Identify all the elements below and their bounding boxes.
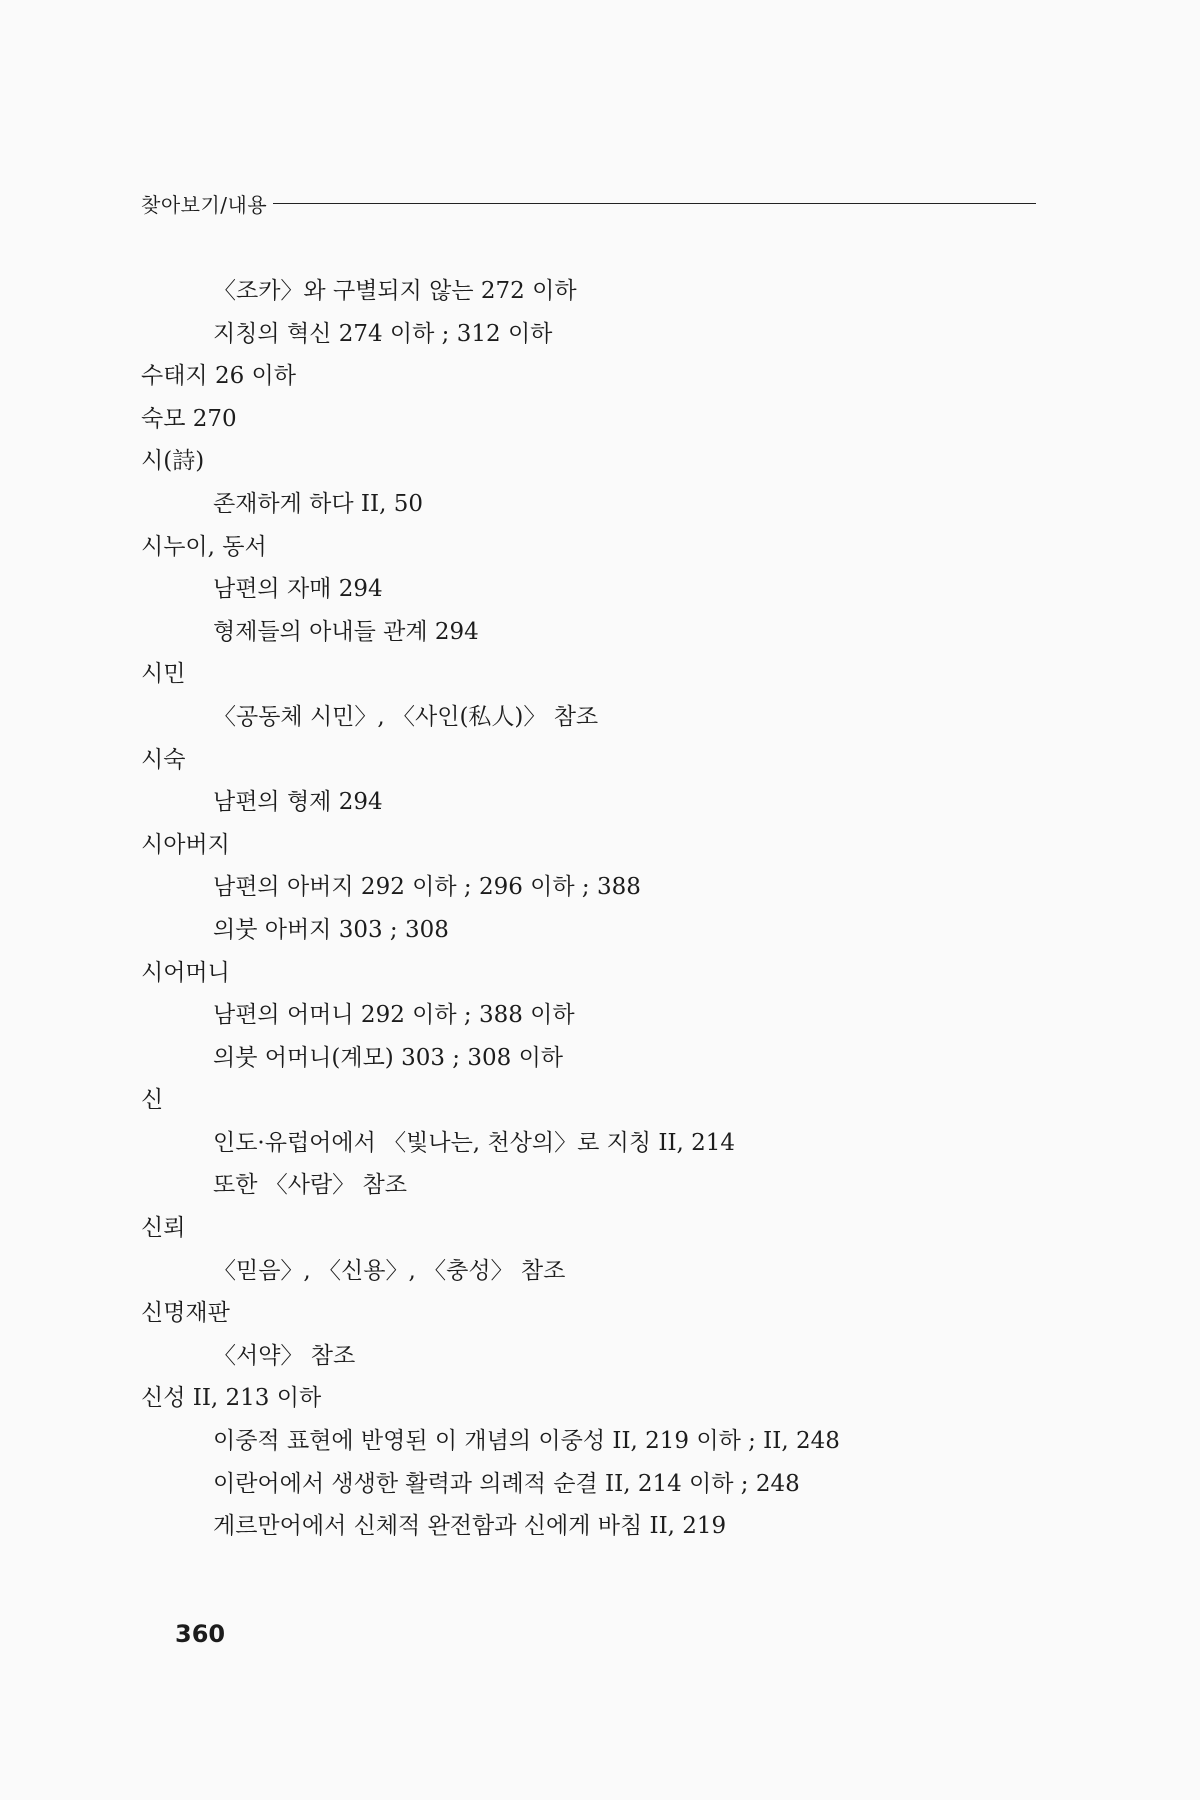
index-subentry: 〈서약〉 참조 xyxy=(213,1342,356,1369)
index-subentry: 게르만어에서 신체적 완전함과 신에게 바침 II, 219 xyxy=(213,1513,727,1540)
index-heading: 신뢰 xyxy=(141,1215,186,1242)
header-rule xyxy=(273,203,1036,204)
index-heading: 시누이, 동서 xyxy=(141,533,267,560)
index-subentry: 의붓 어머니(계모) 303 ; 308 이하 xyxy=(213,1044,564,1071)
page-number: 360 xyxy=(175,1620,226,1648)
index-subentry: 이중적 표현에 반영된 이 개념의 이중성 II, 219 이하 ; II, 248 xyxy=(213,1428,840,1455)
index-subentry: 남편의 아버지 292 이하 ; 296 이하 ; 388 xyxy=(213,874,641,901)
index-entries xyxy=(141,270,1041,1548)
index-subentry: 남편의 형제 294 xyxy=(213,789,383,816)
index-heading: 숙모 270 xyxy=(141,405,237,432)
running-header xyxy=(141,186,1036,220)
index-subentry: 남편의 어머니 292 이하 ; 388 이하 xyxy=(213,1002,575,1029)
index-heading: 신명재판 xyxy=(141,1300,230,1327)
index-heading: 신성 II, 213 이하 xyxy=(141,1385,322,1412)
index-heading: 시(詩) xyxy=(141,448,205,475)
running-header-title: 찾아보기/내용 xyxy=(141,192,268,217)
index-heading: 시아버지 xyxy=(141,831,230,858)
index-subentry: 〈조카〉와 구별되지 않는 272 이하 xyxy=(213,278,577,304)
index-subentry: 지칭의 혁신 274 이하 ; 312 이하 xyxy=(213,320,553,347)
index-subentry: 또한 〈사람〉 참조 xyxy=(213,1172,407,1199)
index-subentry: 이란어에서 생생한 활력과 의례적 순결 II, 214 이하 ; 248 xyxy=(213,1470,800,1497)
index-subentry: 인도·유럽어에서 〈빛나는, 천상의〉로 지칭 II, 214 xyxy=(213,1129,736,1156)
index-subentry: 존재하게 하다 II, 50 xyxy=(213,490,423,517)
index-heading: 시민 xyxy=(141,661,186,688)
index-heading: 시숙 xyxy=(141,746,186,773)
index-subentry: 의붓 아버지 303 ; 308 xyxy=(213,916,449,943)
index-subentry: 〈공동체 시민〉, 〈사인(私人)〉 참조 xyxy=(213,703,599,730)
index-subentry: 형제들의 아내들 관계 294 xyxy=(213,618,479,645)
index-subentry: 남편의 자매 294 xyxy=(213,576,383,603)
index-subentry: 〈믿음〉, 〈신용〉, 〈충성〉 참조 xyxy=(213,1257,566,1284)
index-heading: 시어머니 xyxy=(141,959,230,986)
index-heading: 수태지 26 이하 xyxy=(141,363,296,390)
index-heading: 신 xyxy=(141,1087,164,1114)
